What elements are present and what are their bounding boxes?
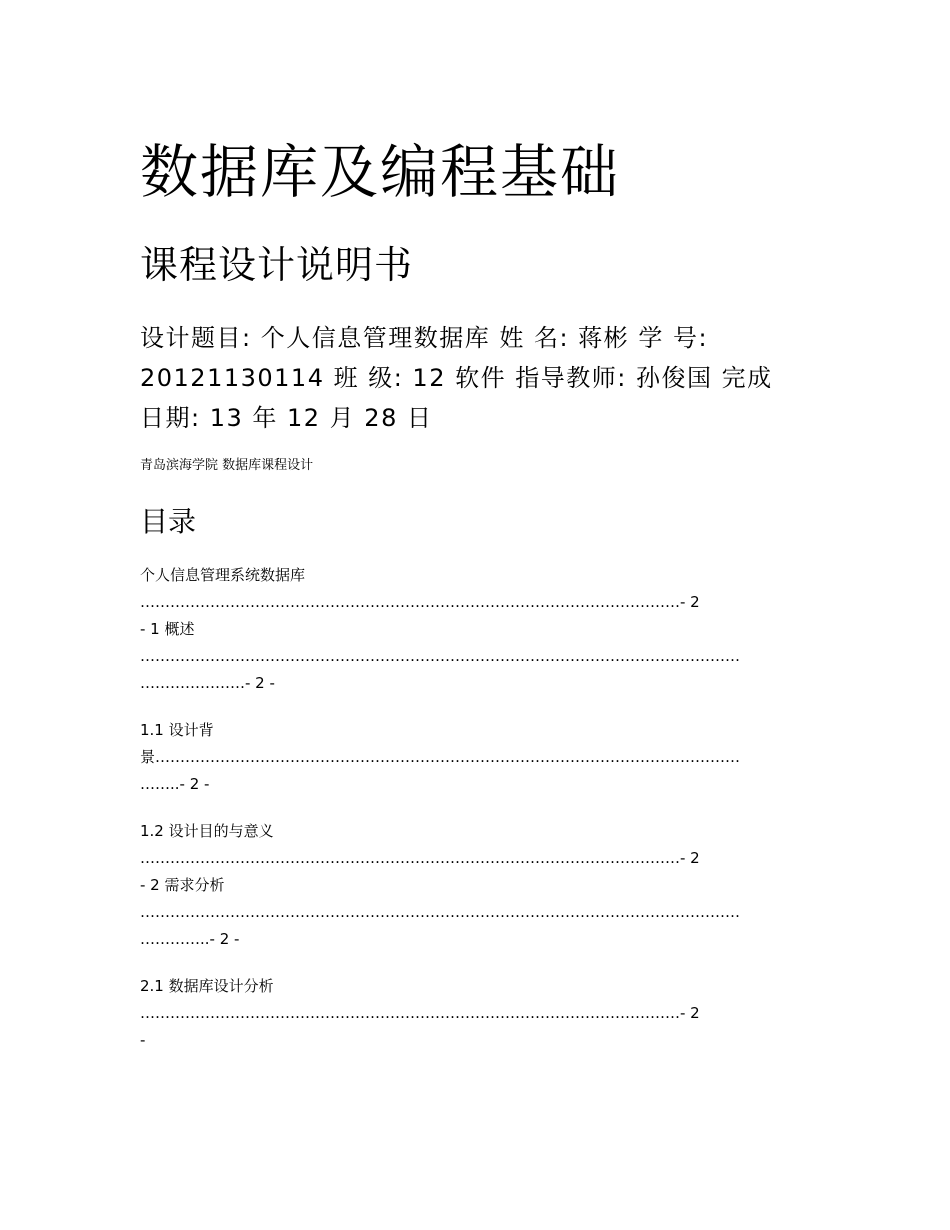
toc-heading: 目录 [140, 505, 197, 538]
toc-leader: …………………- 2 - [140, 674, 275, 692]
toc-line: 1.1 设计背 [140, 721, 214, 739]
table-of-contents [140, 562, 812, 1054]
toc-line: - 2 需求分析 [140, 876, 225, 894]
toc-leader: …………..- 2 - [140, 930, 240, 948]
design-info [140, 318, 812, 438]
design-info-line: 设计题目: 个人信息管理数据库 姓 名: 蒋彬 学 号: [140, 324, 709, 352]
document-subtitle: 课程设计说明书 [140, 243, 414, 287]
design-info-line: 日期: 13 年 12 月 28 日 [140, 404, 433, 432]
toc-leader: 景……………………………………………………………………………………………………… [140, 748, 741, 766]
toc-leader: ……..- 2 - [140, 775, 210, 793]
toc-leader: ………………………………………………………………………………………………- 2 [140, 1004, 700, 1022]
toc-leader: ………………………………………………………………………………………………………… [140, 647, 740, 665]
header-note: 青岛滨海学院 数据库课程设计 [140, 458, 314, 473]
design-info-line: 20121130114 班 级: 12 软件 指导教师: 孙俊国 完成 [140, 364, 773, 392]
toc-line: 2.1 数据库设计分析 [140, 977, 274, 995]
toc-leader: ………………………………………………………………………………………………………… [140, 903, 740, 921]
toc-leader: ………………………………………………………………………………………………- 2 [140, 849, 700, 867]
toc-line: - [140, 1031, 146, 1049]
document-title: 数据库及编程基础 [140, 138, 621, 206]
toc-line: - 1 概述 [140, 620, 195, 638]
toc-line: 个人信息管理系统数据库 [140, 566, 306, 584]
toc-line: 1.2 设计目的与意义 [140, 822, 274, 840]
toc-leader: ………………………………………………………………………………………………- 2 [140, 593, 700, 611]
